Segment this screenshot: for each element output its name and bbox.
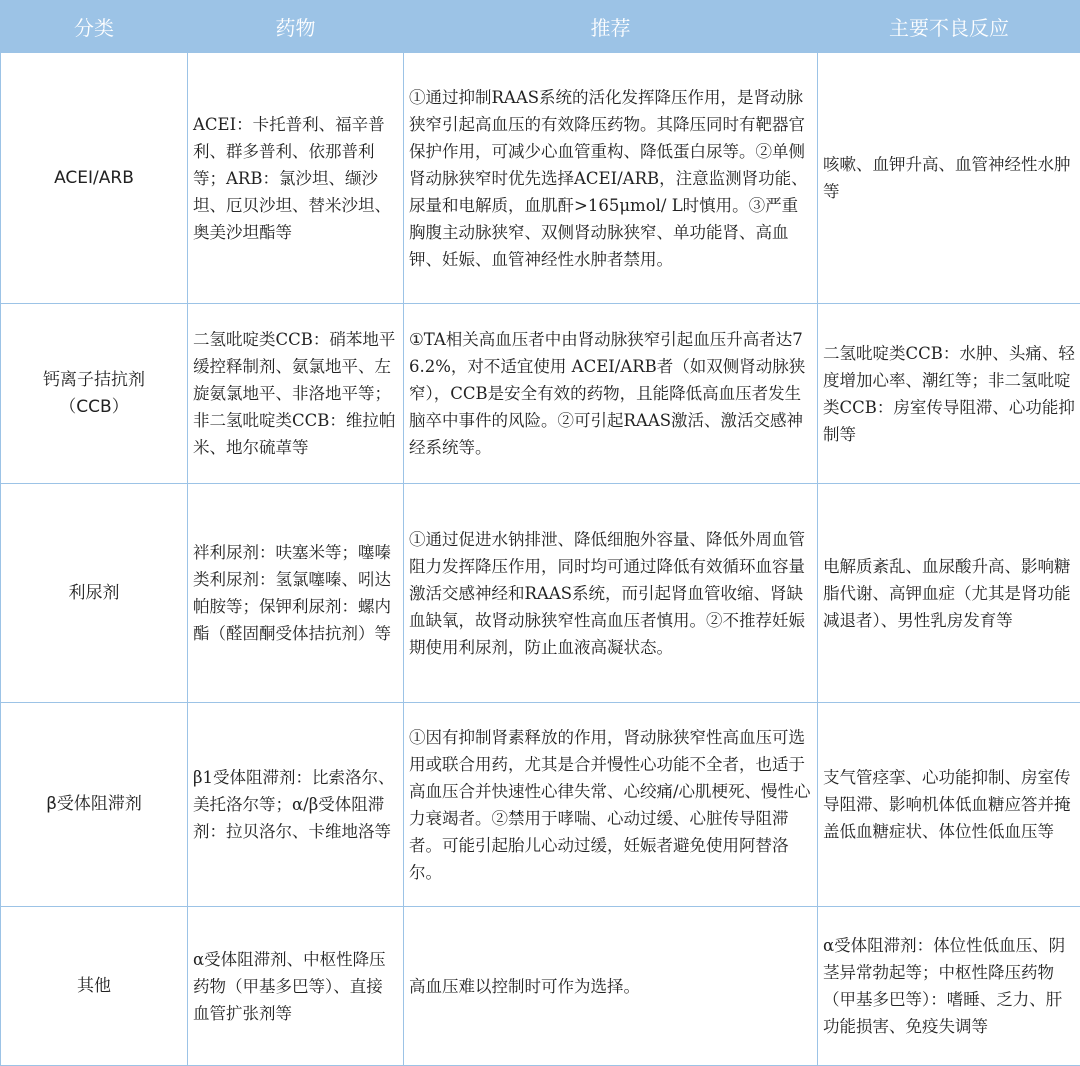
category-cell	[1, 907, 188, 1066]
category-abbreviation: （CCB）	[5, 394, 183, 421]
drugs-cell: β1受体阻滞剂：比索洛尔、美托洛尔等；α/β受体阻滞剂：拉贝洛尔、卡维地洛等	[188, 703, 404, 907]
table-row	[1, 703, 1080, 907]
table-row	[1, 304, 1080, 484]
adverse-reactions-cell: α受体阻滞剂：体位性低血压、阴茎异常勃起等；中枢性降压药物（甲基多巴等）：嗜睡、乏力、肝功能损害、免疫失调等	[818, 907, 1080, 1066]
drugs-cell: 袢利尿剂：呋塞米等；噻嗪类利尿剂：氢氯噻嗪、吲达帕胺等；保钾利尿剂：螺内酯（醛固酮受体拮抗剂）等	[188, 484, 404, 703]
recommendation-cell: ①通过抑制RAAS系统的活化发挥降压作用，是肾动脉狭窄引起高血压的有效降压药物。其降压同时有靶器官保护作用，可减少心血管重构、降低蛋白尿等。②单侧肾动脉狭窄时优先选择ACEI/ARB，注意监测肾功能、尿量和电解质，血肌酐>165μmol/ L时慎用。③严重胸腹主动脉狭窄、双侧肾动脉狭窄、单功能肾、高血钾、妊娠、血管神经性水肿者禁用。	[404, 53, 818, 304]
category-cell	[1, 484, 188, 703]
category-cell	[1, 304, 188, 484]
category-label: 钙离子拮抗剂	[5, 367, 183, 394]
header-category: 分类	[1, 1, 188, 53]
recommendation-cell: ①因有抑制肾素释放的作用，肾动脉狭窄性高血压可选用或联合用药，尤其是合并慢性心功能不全者，也适于高血压合并快速性心律失常、心绞痛/心肌梗死、慢性心力衰竭者。②禁用于哮喘、心动过缓、心脏传导阻滞者。可能引起胎儿心动过缓，妊娠者避免使用阿替洛尔。	[404, 703, 818, 907]
drugs-cell: 二氢吡啶类CCB：硝苯地平缓控释制剂、氨氯地平、左旋氨氯地平、非洛地平等；非二氢吡啶类CCB：维拉帕米、地尔硫䓬等	[188, 304, 404, 484]
recommendation-cell: 高血压难以控制时可作为选择。	[404, 907, 818, 1066]
header-recommendation: 推荐	[404, 1, 818, 53]
table-row	[1, 53, 1080, 304]
adverse-reactions-cell: 支气管痉挛、心功能抑制、房室传导阻滞、影响机体低血糖应答并掩盖低血糖症状、体位性低血压等	[818, 703, 1080, 907]
header-row	[1, 1, 1080, 53]
category-cell	[1, 703, 188, 907]
category-label: ACEI/ARB	[5, 165, 183, 192]
category-label: β受体阻滞剂	[5, 791, 183, 818]
adverse-reactions-cell: 二氢吡啶类CCB：水肿、头痛、轻度增加心率、潮红等；非二氢吡啶类CCB：房室传导阻滞、心功能抑制等	[818, 304, 1080, 484]
adverse-reactions-cell: 电解质紊乱、血尿酸升高、影响糖脂代谢、高钾血症（尤其是肾功能减退者）、男性乳房发育等	[818, 484, 1080, 703]
table-row	[1, 484, 1080, 703]
drugs-cell: α受体阻滞剂、中枢性降压药物（甲基多巴等）、直接血管扩张剂等	[188, 907, 404, 1066]
category-label: 其他	[5, 973, 183, 1000]
table-header	[1, 1, 1080, 53]
drugs-cell: ACEI：卡托普利、福辛普利、群多普利、依那普利等；ARB：氯沙坦、缬沙坦、厄贝沙坦、替米沙坦、奥美沙坦酯等	[188, 53, 404, 304]
table-body	[1, 53, 1080, 1066]
header-drugs: 药物	[188, 1, 404, 53]
category-label: 利尿剂	[5, 580, 183, 607]
recommendation-cell: ①TA相关高血压者中由肾动脉狭窄引起血压升高者达76.2%，对不适宜使用 ACEI/ARB者（如双侧肾动脉狭窄），CCB是安全有效的药物，且能降低高血压者发生脑卒中事件的风险。②可引起RAAS激活、激活交感神经系统等。	[404, 304, 818, 484]
table-row	[1, 907, 1080, 1066]
recommendation-cell: ①通过促进水钠排泄、降低细胞外容量、降低外周血管阻力发挥降压作用，同时均可通过降低有效循环血容量激活交感神经和RAAS系统，而引起肾血管收缩、肾缺血缺氧，故肾动脉狭窄性高血压者慎用。②不推荐妊娠期使用利尿剂，防止血液高凝状态。	[404, 484, 818, 703]
header-adverse-reactions: 主要不良反应	[818, 1, 1080, 53]
adverse-reactions-cell: 咳嗽、血钾升高、血管神经性水肿等	[818, 53, 1080, 304]
category-cell	[1, 53, 188, 304]
